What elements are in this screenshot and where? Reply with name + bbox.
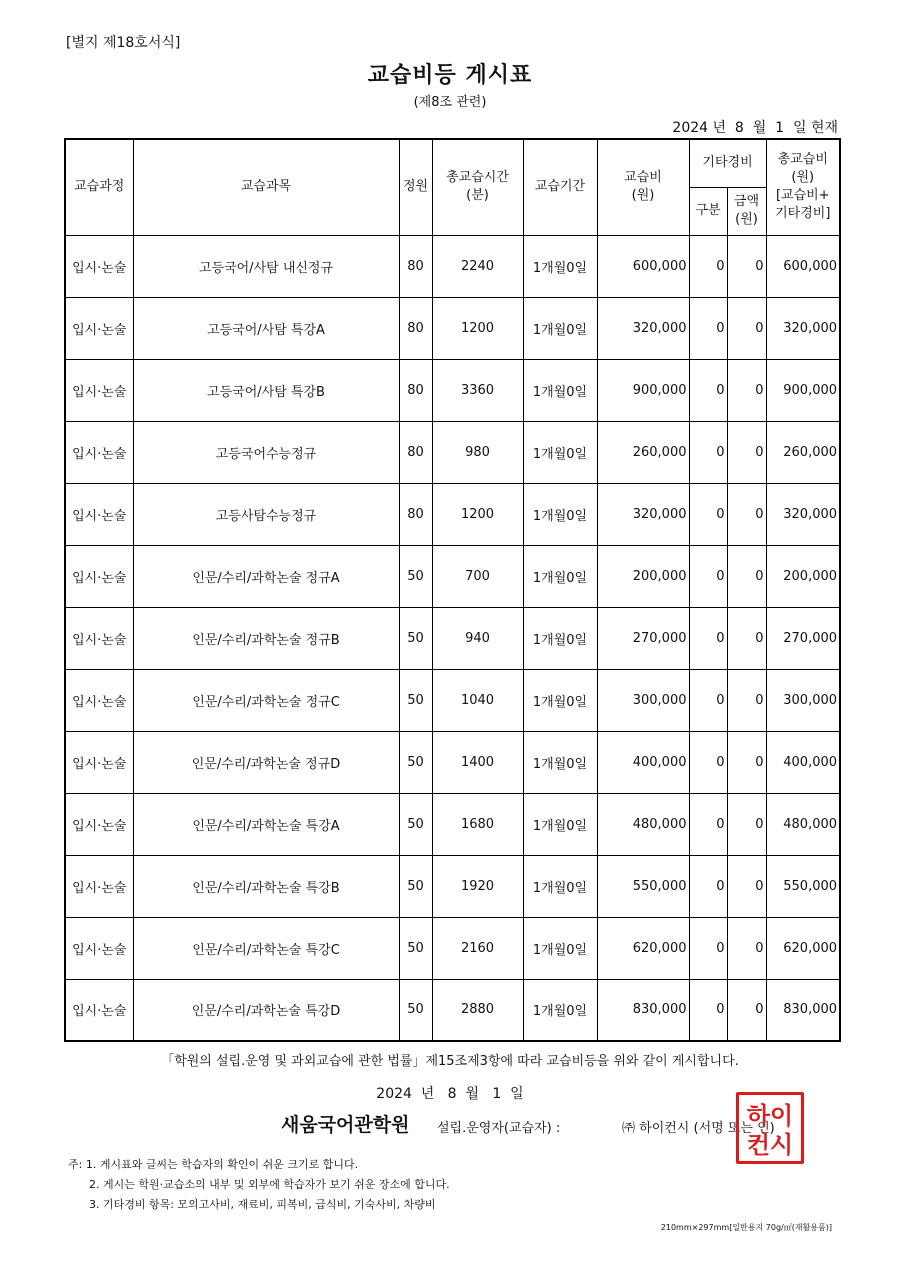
table-row: [65, 359, 840, 421]
cell-total-time: 1680: [432, 793, 523, 855]
header-other-type: 구분: [689, 187, 727, 235]
cell-capacity: 50: [399, 855, 432, 917]
cell-total-time: 980: [432, 421, 523, 483]
cell-total: 550,000: [766, 855, 840, 917]
cell-capacity: 50: [399, 545, 432, 607]
form-number: [별지 제18호서식]: [66, 35, 181, 51]
cell-fee: 200,000: [597, 545, 689, 607]
cell-other-type: 0: [689, 669, 727, 731]
cell-other-amount: 0: [727, 979, 766, 1041]
cell-other-type: 0: [689, 483, 727, 545]
cell-total: 620,000: [766, 917, 840, 979]
cell-period: 1개월0일: [523, 793, 597, 855]
table-row: [65, 979, 840, 1041]
cell-period: 1개월0일: [523, 979, 597, 1041]
header-fee: 교습비 (원): [597, 139, 689, 235]
cell-other-amount: 0: [727, 917, 766, 979]
cell-capacity: 80: [399, 359, 432, 421]
cell-fee: 260,000: [597, 421, 689, 483]
academy-name: 새움국어관학원: [281, 1114, 410, 1136]
cell-course: 입시·논술: [65, 483, 133, 545]
cell-total: 900,000: [766, 359, 840, 421]
cell-other-type: 0: [689, 607, 727, 669]
cell-course: 입시·논술: [65, 731, 133, 793]
header-course: 교습과정: [65, 139, 133, 235]
table-row: [65, 793, 840, 855]
cell-subject: 인문/수리/과학논술 정규C: [133, 669, 399, 731]
notes: [68, 1155, 450, 1215]
cell-course: 입시·논술: [65, 235, 133, 297]
cell-other-type: 0: [689, 235, 727, 297]
cell-total: 600,000: [766, 235, 840, 297]
cell-fee: 300,000: [597, 669, 689, 731]
cell-total-time: 1920: [432, 855, 523, 917]
svg-text:하이: 하이: [746, 1102, 794, 1130]
cell-subject: 고등국어/사탐 내신정규: [133, 235, 399, 297]
page-subtitle: (제8조 관련): [413, 95, 487, 110]
cell-other-type: 0: [689, 731, 727, 793]
cell-course: 입시·논술: [65, 855, 133, 917]
cell-total-time: 1200: [432, 483, 523, 545]
operator-label: 설립.운영자(교습자) :: [437, 1121, 561, 1136]
cell-total-time: 2160: [432, 917, 523, 979]
table-row: [65, 731, 840, 793]
cell-capacity: 80: [399, 297, 432, 359]
cell-period: 1개월0일: [523, 669, 597, 731]
cell-course: 입시·논술: [65, 607, 133, 669]
cell-period: 1개월0일: [523, 421, 597, 483]
cell-other-amount: 0: [727, 421, 766, 483]
table-row: [65, 669, 840, 731]
cell-fee: 550,000: [597, 855, 689, 917]
cell-total: 480,000: [766, 793, 840, 855]
cell-capacity: 50: [399, 731, 432, 793]
sign-date: 2024 년 8 월 1 일: [376, 1086, 524, 1102]
cell-course: 입시·논술: [65, 359, 133, 421]
cell-total: 260,000: [766, 421, 840, 483]
cell-period: 1개월0일: [523, 483, 597, 545]
cell-subject: 인문/수리/과학논술 특강D: [133, 979, 399, 1041]
table-row: [65, 483, 840, 545]
cell-fee: 830,000: [597, 979, 689, 1041]
table-row: [65, 421, 840, 483]
cell-subject: 고등국어수능정규: [133, 421, 399, 483]
cell-other-type: 0: [689, 359, 727, 421]
table-row: [65, 607, 840, 669]
cell-subject: 인문/수리/과학논술 정규A: [133, 545, 399, 607]
cell-fee: 600,000: [597, 235, 689, 297]
seal-image: [739, 1095, 801, 1161]
cell-total: 270,000: [766, 607, 840, 669]
cell-fee: 400,000: [597, 731, 689, 793]
table-row: [65, 917, 840, 979]
cell-subject: 고등국어/사탐 특강B: [133, 359, 399, 421]
cell-course: 입시·논술: [65, 297, 133, 359]
cell-other-amount: 0: [727, 731, 766, 793]
header-other-amount: 금액 (원): [727, 187, 766, 235]
cell-capacity: 50: [399, 607, 432, 669]
cell-subject: 인문/수리/과학논술 특강B: [133, 855, 399, 917]
legal-statement: 「학원의 설립.운영 및 과외교습에 관한 법률」제15조제3항에 따라 교습비등을 위와 같이 게시합니다.: [161, 1054, 739, 1069]
cell-total-time: 1400: [432, 731, 523, 793]
header-total: 총교습비 (원) [교습비+ 기타경비]: [766, 139, 840, 235]
cell-subject: 인문/수리/과학논술 특강C: [133, 917, 399, 979]
cell-subject: 인문/수리/과학논술 정규B: [133, 607, 399, 669]
cell-fee: 620,000: [597, 917, 689, 979]
cell-course: 입시·논술: [65, 917, 133, 979]
cell-capacity: 80: [399, 483, 432, 545]
cell-capacity: 50: [399, 917, 432, 979]
cell-other-amount: 0: [727, 297, 766, 359]
header-total-time: 총교습시간 (분): [432, 139, 523, 235]
cell-subject: 고등사탐수능정규: [133, 483, 399, 545]
cell-total: 400,000: [766, 731, 840, 793]
header-subject: 교습과목: [133, 139, 399, 235]
paper-spec: 210mm×297mm[일반용지 70g/㎡(재활용품)]: [660, 1223, 832, 1232]
table-row: [65, 545, 840, 607]
fee-table: [64, 138, 841, 1042]
header-capacity: 정원: [399, 139, 432, 235]
cell-other-amount: 0: [727, 483, 766, 545]
cell-other-amount: 0: [727, 359, 766, 421]
cell-capacity: 80: [399, 235, 432, 297]
operator-name: ㈜ 하이컨시 (서명 또는 인): [622, 1121, 775, 1136]
cell-other-amount: 0: [727, 669, 766, 731]
cell-other-type: 0: [689, 855, 727, 917]
cell-fee: 900,000: [597, 359, 689, 421]
cell-other-amount: 0: [727, 235, 766, 297]
cell-period: 1개월0일: [523, 731, 597, 793]
note-1: 주: 1. 게시표와 글씨는 학습자의 확인이 쉬운 크기로 합니다.: [68, 1158, 359, 1171]
cell-total: 320,000: [766, 297, 840, 359]
cell-other-amount: 0: [727, 855, 766, 917]
cell-total-time: 3360: [432, 359, 523, 421]
table-row: [65, 297, 840, 359]
header-period: 교습기간: [523, 139, 597, 235]
cell-fee: 320,000: [597, 297, 689, 359]
cell-course: 입시·논술: [65, 669, 133, 731]
cell-capacity: 50: [399, 979, 432, 1041]
cell-capacity: 80: [399, 421, 432, 483]
table-row: [65, 855, 840, 917]
svg-text:컨시: 컨시: [746, 1131, 794, 1159]
cell-period: 1개월0일: [523, 359, 597, 421]
cell-total-time: 2880: [432, 979, 523, 1041]
cell-fee: 270,000: [597, 607, 689, 669]
cell-period: 1개월0일: [523, 607, 597, 669]
cell-other-type: 0: [689, 793, 727, 855]
cell-other-amount: 0: [727, 545, 766, 607]
cell-course: 입시·논술: [65, 421, 133, 483]
note-3: 3. 기타경비 항목: 모의고사비, 재료비, 피복비, 급식비, 기숙사비, 차량비: [68, 1198, 436, 1211]
cell-other-type: 0: [689, 545, 727, 607]
cell-course: 입시·논술: [65, 979, 133, 1041]
company-seal: [736, 1092, 804, 1164]
cell-total: 320,000: [766, 483, 840, 545]
cell-period: 1개월0일: [523, 235, 597, 297]
table-row: [65, 235, 840, 297]
cell-capacity: 50: [399, 669, 432, 731]
cell-total-time: 700: [432, 545, 523, 607]
cell-other-type: 0: [689, 979, 727, 1041]
cell-other-type: 0: [689, 421, 727, 483]
cell-period: 1개월0일: [523, 297, 597, 359]
cell-fee: 320,000: [597, 483, 689, 545]
cell-course: 입시·논술: [65, 545, 133, 607]
note-2: 2. 게시는 학원·교습소의 내부 및 외부에 학습자가 보기 쉬운 장소에 합니다.: [68, 1178, 450, 1191]
cell-total: 830,000: [766, 979, 840, 1041]
cell-total-time: 2240: [432, 235, 523, 297]
cell-other-amount: 0: [727, 793, 766, 855]
cell-total: 300,000: [766, 669, 840, 731]
cell-period: 1개월0일: [523, 917, 597, 979]
cell-other-type: 0: [689, 917, 727, 979]
cell-other-type: 0: [689, 297, 727, 359]
page-title: 교습비등 게시표: [367, 63, 533, 88]
cell-total-time: 940: [432, 607, 523, 669]
cell-period: 1개월0일: [523, 545, 597, 607]
cell-total-time: 1040: [432, 669, 523, 731]
cell-total-time: 1200: [432, 297, 523, 359]
header-other-expenses: 기타경비: [689, 139, 766, 187]
cell-period: 1개월0일: [523, 855, 597, 917]
cell-fee: 480,000: [597, 793, 689, 855]
cell-subject: 고등국어/사탐 특강A: [133, 297, 399, 359]
as-of-date: 2024 년 8 월 1 일 현재: [672, 120, 838, 136]
cell-subject: 인문/수리/과학논술 정규D: [133, 731, 399, 793]
cell-subject: 인문/수리/과학논술 특강A: [133, 793, 399, 855]
cell-capacity: 50: [399, 793, 432, 855]
cell-total: 200,000: [766, 545, 840, 607]
cell-course: 입시·논술: [65, 793, 133, 855]
cell-other-amount: 0: [727, 607, 766, 669]
